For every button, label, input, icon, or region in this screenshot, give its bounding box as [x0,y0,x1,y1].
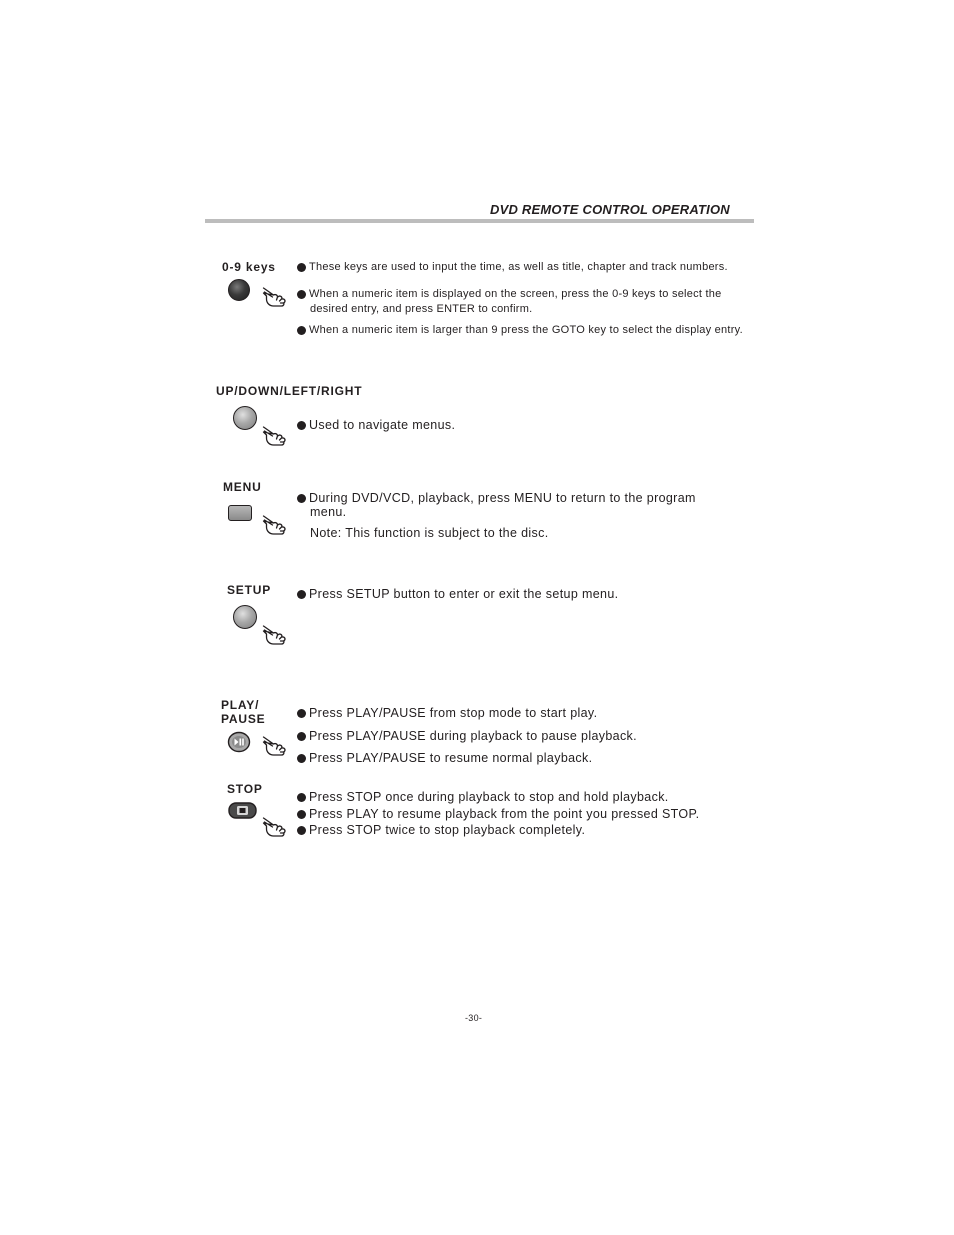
pointing-hand-icon [261,623,288,647]
bullet-text: Press PLAY to resume playback from the point you pressed STOP. [309,807,700,821]
bullet-text: Press PLAY/PAUSE to resume normal playback. [309,751,593,765]
pointing-hand-icon [261,424,288,448]
play-pause-label-line1: PLAY/ [221,698,260,712]
bullet-dot-icon [297,793,306,802]
keys09-bullet-2 [297,288,722,301]
stop-bullet-3 [297,823,585,837]
bullet-text: Press PLAY/PAUSE from stop mode to start play. [309,706,598,720]
bullet-dot-icon [297,421,306,430]
bullet-dot-icon [297,290,306,299]
bullet-dot-icon [297,494,306,503]
keys09-label: 0-9 keys [222,260,276,274]
setup-bullet-1 [297,587,618,601]
rect-button-icon [228,505,252,521]
gray-round-button-icon [233,406,257,430]
bullet-text: Press STOP once during playback to stop and hold playback. [309,790,669,804]
stop-button-icon [228,802,258,820]
bullet-text: These keys are used to input the time, as well as title, chapter and track numbers. [309,261,728,273]
pointing-hand-icon [261,734,288,758]
gray-round-button-icon [233,605,257,629]
stop-bullet-2 [297,807,699,821]
stop-label: STOP [227,782,263,796]
bullet-text: Press STOP twice to stop playback completely. [309,823,586,837]
nav-bullet-1 [297,418,455,432]
bullet-dot-icon [297,810,306,819]
bullet-dot-icon [297,263,306,272]
nav-label: UP/DOWN/LEFT/RIGHT [216,384,363,398]
page-number: -30- [465,1013,483,1023]
bullet-text: When a numeric item is displayed on the screen, press the 0-9 keys to select the [309,288,722,300]
page-header-title: DVD REMOTE CONTROL OPERATION [490,202,730,217]
bullet-dot-icon [297,326,306,335]
play-pause-bullet-2 [297,729,637,743]
menu-label: MENU [223,480,262,494]
bullet-dot-icon [297,732,306,741]
keys09-bullet-3 [297,324,743,337]
bullet-text: When a numeric item is larger than 9 press the GOTO key to select the display entry. [309,324,743,336]
bullet-dot-icon [297,826,306,835]
header-divider [205,219,754,223]
bullet-text: Press PLAY/PAUSE during playback to pause playback. [309,729,637,743]
keys09-bullet-1 [297,261,728,274]
play-pause-button-icon [227,731,251,753]
pointing-hand-icon [261,513,288,537]
bullet-text: Press SETUP button to enter or exit the setup menu. [309,587,619,601]
menu-bullet-1 [297,491,696,505]
play-pause-label-line2: PAUSE [221,712,266,726]
bullet-dot-icon [297,709,306,718]
menu-bullet-1-continuation: menu. [310,505,347,519]
bullet-text: Used to navigate menus. [309,418,456,432]
bullet-dot-icon [297,590,306,599]
stop-bullet-1 [297,790,669,804]
dark-round-button-icon [228,279,250,301]
keys09-bullet-2-continuation: desired entry, and press ENTER to confirm. [310,303,533,315]
setup-label: SETUP [227,583,272,597]
bullet-text: During DVD/VCD, playback, press MENU to return to the program [309,491,696,505]
pointing-hand-icon [261,815,288,839]
play-pause-bullet-1 [297,706,597,720]
pointing-hand-icon [261,285,288,309]
bullet-dot-icon [297,754,306,763]
menu-note: Note: This function is subject to the disc. [310,526,549,540]
play-pause-bullet-3 [297,751,592,765]
